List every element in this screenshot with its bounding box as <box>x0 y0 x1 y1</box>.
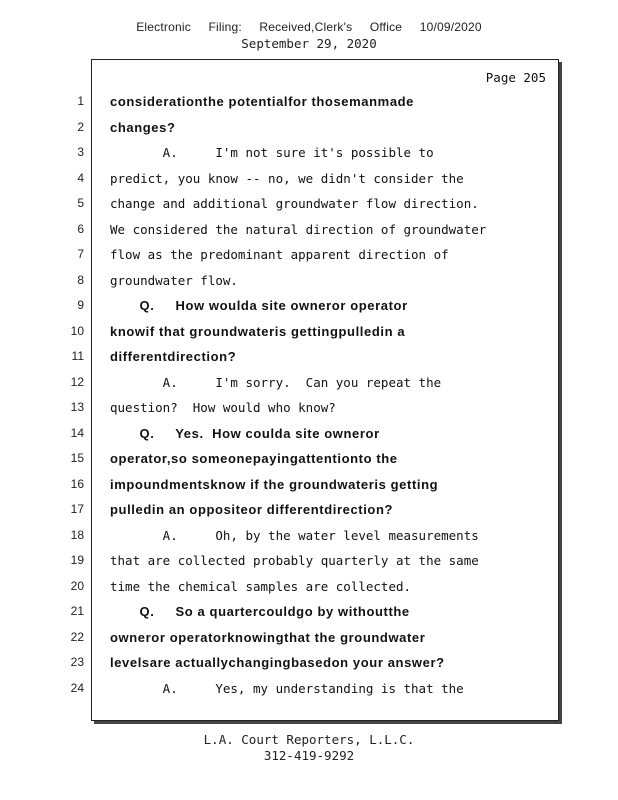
page-number: Page 205 <box>485 70 546 85</box>
footer <box>0 732 618 764</box>
line-number: 3 <box>77 145 84 159</box>
transcript-line: A. I'm not sure it's possible to <box>110 145 434 160</box>
line-number: 20 <box>70 578 84 593</box>
transcript-line: Q. So a quartercouldgo by withoutthe <box>110 604 410 619</box>
line-number: 19 <box>70 553 84 567</box>
transcript-line: A. Yes, my understanding is that the <box>110 680 464 696</box>
transcript-line: groundwater flow. <box>110 272 238 288</box>
transcript-line: A. Oh, by the water level measurements <box>110 527 479 543</box>
transcript-line: We considered the natural direction of groundwater <box>110 221 487 237</box>
line-number: 18 <box>70 527 84 542</box>
stamp-part: Filing: <box>208 20 242 34</box>
transcript-line: considerationthe potentialfor thosemanmade <box>110 94 415 109</box>
transcript-line: differentdirection? <box>110 349 237 364</box>
line-number: 7 <box>77 247 84 261</box>
line-number: 21 <box>70 604 84 618</box>
transcript-line: knowif that groundwateris gettingpulledin a <box>110 323 406 339</box>
transcript-line: changes? <box>110 119 176 135</box>
transcript-line: predict, you know -- no, we didn't consider the <box>110 170 464 186</box>
transcript-line: flow as the predominant apparent direction of <box>110 247 449 262</box>
transcript-line: operator,so someonepayingattentionto the <box>110 451 398 466</box>
line-number: 11 <box>71 349 84 363</box>
reporter-company: L.A. Court Reporters, L.L.C. <box>203 732 415 747</box>
transcript-page <box>91 59 559 721</box>
line-number: 8 <box>77 272 84 287</box>
transcript-line: impoundmentsknow if the groundwateris getting <box>110 476 439 492</box>
line-number: 9 <box>77 298 84 312</box>
line-number: 15 <box>70 451 84 465</box>
stamp-part: 10/09/2020 <box>419 20 482 34</box>
line-number: 23 <box>70 655 84 669</box>
line-number: 12 <box>70 374 84 389</box>
line-number: 2 <box>77 119 84 134</box>
line-number: 1 <box>77 94 84 108</box>
transcript-line: that are collected probably quarterly at the same <box>110 553 479 568</box>
line-number: 17 <box>70 502 84 516</box>
line-number: 6 <box>77 221 84 236</box>
line-number: 24 <box>70 680 84 695</box>
stamp-part: Office <box>369 20 403 34</box>
line-number: 22 <box>70 629 84 644</box>
stamp-part: Electronic <box>136 20 191 34</box>
transcript-line: Q. Yes. How coulda site owneror <box>110 425 380 441</box>
line-number: 13 <box>70 400 84 414</box>
transcript-line: time the chemical samples are collected. <box>110 578 412 594</box>
line-number: 16 <box>70 476 84 491</box>
transcript-line: A. I'm sorry. Can you repeat the <box>110 374 442 390</box>
transcript-date: September 29, 2020 <box>241 36 377 51</box>
reporter-phone: 312-419-9292 <box>263 748 355 763</box>
transcript-line: pulledin an oppositeor differentdirection? <box>110 502 394 517</box>
stamp-part: Received,Clerk's <box>259 20 353 34</box>
transcript-line: Q. How woulda site owneror operator <box>110 298 408 313</box>
line-number: 14 <box>70 425 84 440</box>
transcript-line: owneror operatorknowingthat the groundwater <box>110 629 426 645</box>
transcript-line: levelsare actuallychangingbasedon your answer? <box>110 655 445 670</box>
filing-stamp <box>0 20 618 34</box>
transcript-line: question? How would who know? <box>110 400 336 415</box>
line-number: 5 <box>77 196 84 210</box>
transcript-line: change and additional groundwater flow direction. <box>110 196 479 211</box>
line-number: 10 <box>70 323 84 338</box>
line-number: 4 <box>77 170 84 185</box>
